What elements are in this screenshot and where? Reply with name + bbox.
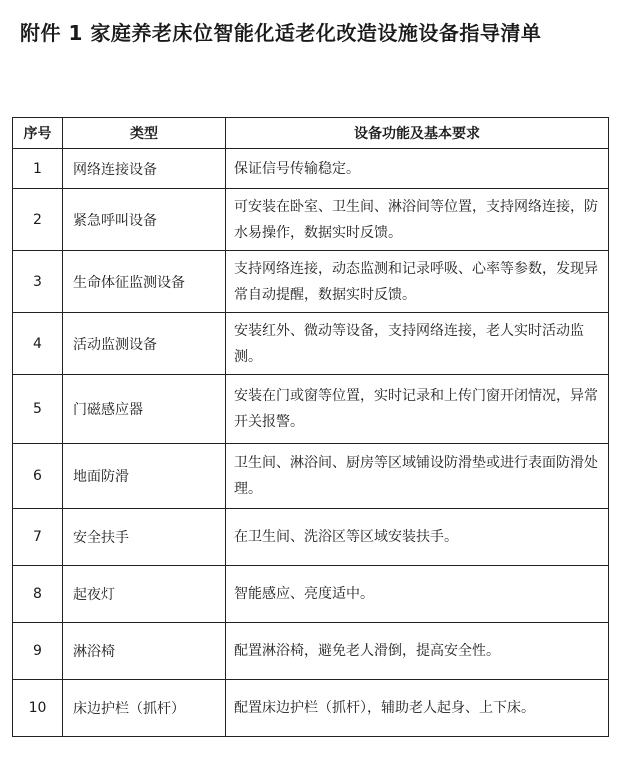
row-type: 网络连接设备: [63, 149, 226, 189]
row-requirements: 配置床边护栏（抓杆），辅助老人起身、上下床。: [226, 680, 609, 737]
row-requirements: 保证信号传输稳定。: [226, 149, 609, 189]
table-row: [13, 680, 609, 737]
row-index: 1: [13, 149, 63, 189]
row-type: 活动监测设备: [63, 313, 226, 375]
row-type: 地面防滑: [63, 444, 226, 509]
table-row: [13, 623, 609, 680]
table-row: [13, 375, 609, 444]
row-type: 门磁感应器: [63, 375, 226, 444]
table-header-row: [13, 118, 609, 149]
row-index: 8: [13, 566, 63, 623]
row-index: 2: [13, 189, 63, 251]
row-type: 安全扶手: [63, 509, 226, 566]
row-requirements: 在卫生间、洗浴区等区域安装扶手。: [226, 509, 609, 566]
table-row: [13, 566, 609, 623]
row-index: 9: [13, 623, 63, 680]
row-type: 床边护栏（抓杆）: [63, 680, 226, 737]
header-requirements: 设备功能及基本要求: [226, 118, 609, 149]
row-requirements: 可安装在卧室、卫生间、淋浴间等位置，支持网络连接，防水易操作，数据实时反馈。: [226, 189, 609, 251]
table-row: [13, 509, 609, 566]
row-requirements: 安装红外、微动等设备，支持网络连接，老人实时活动监测。: [226, 313, 609, 375]
row-requirements: 智能感应、亮度适中。: [226, 566, 609, 623]
row-type: 淋浴椅: [63, 623, 226, 680]
table-row: [13, 251, 609, 313]
row-index: 7: [13, 509, 63, 566]
row-index: 3: [13, 251, 63, 313]
row-type: 生命体征监测设备: [63, 251, 226, 313]
equipment-guide-table: [12, 117, 609, 737]
row-index: 4: [13, 313, 63, 375]
table-row: [13, 149, 609, 189]
document-title: 附件 1 家庭养老床位智能化适老化改造设施设备指导清单: [20, 21, 542, 45]
table-row: [13, 313, 609, 375]
row-index: 5: [13, 375, 63, 444]
row-type: 起夜灯: [63, 566, 226, 623]
header-type: 类型: [63, 118, 226, 149]
row-index: 10: [13, 680, 63, 737]
row-requirements: 支持网络连接，动态监测和记录呼吸、心率等参数，发现异常自动提醒，数据实时反馈。: [226, 251, 609, 313]
table-row: [13, 444, 609, 509]
row-index: 6: [13, 444, 63, 509]
row-requirements: 配置淋浴椅，避免老人滑倒，提高安全性。: [226, 623, 609, 680]
row-type: 紧急呼叫设备: [63, 189, 226, 251]
table-row: [13, 189, 609, 251]
header-index: 序号: [13, 118, 63, 149]
row-requirements: 安装在门或窗等位置，实时记录和上传门窗开闭情况，异常开关报警。: [226, 375, 609, 444]
row-requirements: 卫生间、淋浴间、厨房等区域铺设防滑垫或进行表面防滑处理。: [226, 444, 609, 509]
